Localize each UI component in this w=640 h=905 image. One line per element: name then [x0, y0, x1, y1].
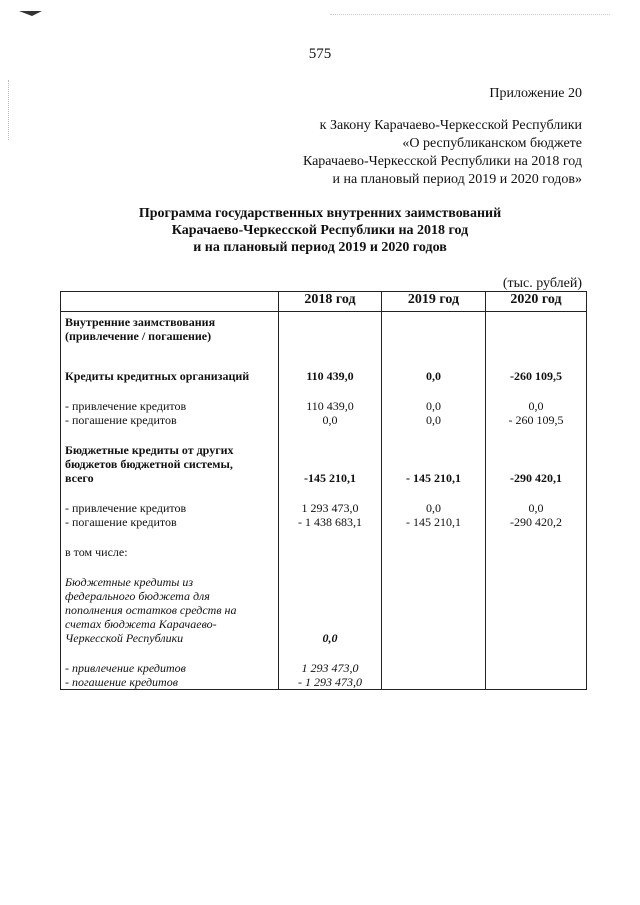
row-value-2020	[486, 443, 587, 501]
row-label	[61, 545, 279, 575]
row-value-2018	[279, 369, 382, 399]
law-reference-line: Карачаево-Черкесской Республики на 2018 год	[302, 154, 582, 169]
row-value-2019	[382, 661, 486, 675]
scan-edge-dots	[8, 80, 11, 140]
row-value-2020	[486, 661, 587, 675]
header-cell-2019: 2019 год	[382, 292, 486, 312]
table-row	[61, 501, 587, 515]
table-row	[61, 399, 587, 413]
row-value-2018	[279, 312, 382, 370]
row-value-2020	[486, 369, 587, 399]
value-text: - 260 109,5	[508, 413, 564, 427]
value-text: - 145 210,1	[406, 515, 461, 529]
value-text: 0,0	[528, 501, 544, 515]
header-cell-2018: 2018 год	[279, 292, 382, 312]
row-label-line: - погашение кредитов	[65, 675, 178, 689]
table-row	[61, 661, 587, 675]
borrowing-program-table	[60, 291, 587, 690]
row-label-line: Бюджетные кредиты из	[65, 575, 194, 589]
law-reference-line: и на плановый период 2019 и 2020 годов»	[332, 172, 582, 187]
value-text: -145 210,1	[304, 471, 356, 485]
value-text: -290 420,1	[510, 471, 562, 485]
row-value-2018	[279, 675, 382, 690]
row-label-line: в том числе:	[65, 545, 128, 559]
value-text: 0,0	[426, 501, 441, 515]
row-value-2019	[382, 413, 486, 443]
value-text: 1 293 473,0	[301, 661, 359, 675]
law-reference-line: «О республиканском бюджете	[402, 136, 582, 151]
row-value-2019	[382, 399, 486, 413]
row-value-2018	[279, 413, 382, 443]
header-cell-2020: 2020 год	[486, 292, 587, 312]
row-label-line: - привлечение кредитов	[65, 661, 186, 675]
table-row	[61, 575, 587, 661]
row-value-2018	[279, 515, 382, 545]
table-row	[61, 675, 587, 690]
row-label	[61, 369, 279, 399]
row-label	[61, 675, 279, 690]
row-label	[61, 443, 279, 501]
row-label-line: Кредиты кредитных организаций	[65, 369, 250, 383]
row-value-2019	[382, 575, 486, 661]
title-line: Программа государственных внутренних заимствований	[138, 206, 502, 221]
row-value-2018	[279, 575, 382, 661]
row-label	[61, 661, 279, 675]
page-number: 575	[308, 46, 332, 62]
row-label-line: - погашение кредитов	[65, 413, 177, 427]
row-label	[61, 575, 279, 661]
table-header-row	[61, 292, 587, 312]
row-value-2018	[279, 399, 382, 413]
row-label-line: Черкесской Республики	[65, 631, 184, 645]
row-value-2020	[486, 312, 587, 370]
row-value-2020	[486, 399, 587, 413]
row-value-2019	[382, 369, 486, 399]
table-row	[61, 545, 587, 575]
value-text: 0,0	[426, 399, 441, 413]
row-value-2019	[382, 312, 486, 370]
row-value-2020	[486, 515, 587, 545]
value-text: 0,0	[528, 399, 544, 413]
row-value-2020	[486, 545, 587, 575]
table-row	[61, 413, 587, 443]
value-text: 110 439,0	[306, 369, 354, 383]
table-row	[61, 369, 587, 399]
law-reference	[303, 117, 582, 189]
row-label-line: счетах бюджета Карачаево-	[65, 617, 217, 631]
row-label	[61, 515, 279, 545]
row-value-2020	[486, 501, 587, 515]
header-cell-label	[61, 292, 279, 312]
title-line: Карачаево-Черкесской Республики на 2018 год	[171, 223, 469, 238]
unit-label: (тыс. рублей)	[502, 276, 582, 291]
row-label-line: - привлечение кредитов	[65, 501, 187, 515]
row-value-2020	[486, 675, 587, 690]
row-label-line: всего	[65, 471, 94, 485]
appendix-label: Приложение 20	[489, 86, 582, 101]
row-value-2019	[382, 501, 486, 515]
table-row	[61, 443, 587, 501]
law-reference-line: к Закону Карачаево-Черкесской Республики	[319, 118, 582, 133]
value-text: -290 420,2	[510, 515, 562, 529]
row-value-2018	[279, 501, 382, 515]
value-text: 1 293 473,0	[301, 501, 359, 515]
row-value-2020	[486, 575, 587, 661]
value-text: 0,0	[322, 413, 338, 427]
row-value-2020	[486, 413, 587, 443]
value-text: - 1 438 683,1	[298, 515, 362, 529]
row-label-line: пополнения остатков средств на	[65, 603, 237, 617]
row-value-2018	[279, 661, 382, 675]
row-value-2019	[382, 443, 486, 501]
value-text: 0,0	[426, 369, 441, 383]
row-label	[61, 312, 279, 370]
scan-top-dots	[330, 14, 610, 17]
row-label-line: бюджетов бюджетной системы,	[65, 457, 233, 471]
value-text: -260 109,5	[510, 369, 562, 383]
row-value-2019	[382, 675, 486, 690]
value-text: 0,0	[426, 413, 441, 427]
value-text: - 1 293 473,0	[298, 675, 362, 689]
row-label-line: (привлечение / погашение)	[65, 329, 212, 343]
row-label-line: Внутренние заимствования	[65, 315, 216, 329]
table-row	[61, 312, 587, 370]
row-label	[61, 399, 279, 413]
title-line: и на плановый период 2019 и 2020 годов	[193, 240, 447, 255]
row-value-2018	[279, 545, 382, 575]
scan-corner-mark	[18, 8, 44, 18]
document-title	[0, 205, 640, 256]
value-text: - 145 210,1	[406, 471, 461, 485]
table-row	[61, 515, 587, 545]
value-text: 110 439,0	[306, 399, 354, 413]
row-value-2018	[279, 443, 382, 501]
row-label-line: - привлечение кредитов	[65, 399, 187, 413]
row-label	[61, 413, 279, 443]
row-value-2019	[382, 545, 486, 575]
row-label-line: - погашение кредитов	[65, 515, 177, 529]
row-label-line: федерального бюджета для	[65, 589, 210, 603]
row-label-line: Бюджетные кредиты от других	[65, 443, 234, 457]
row-label	[61, 501, 279, 515]
row-value-2019	[382, 515, 486, 545]
value-text: 0,0	[322, 631, 338, 645]
